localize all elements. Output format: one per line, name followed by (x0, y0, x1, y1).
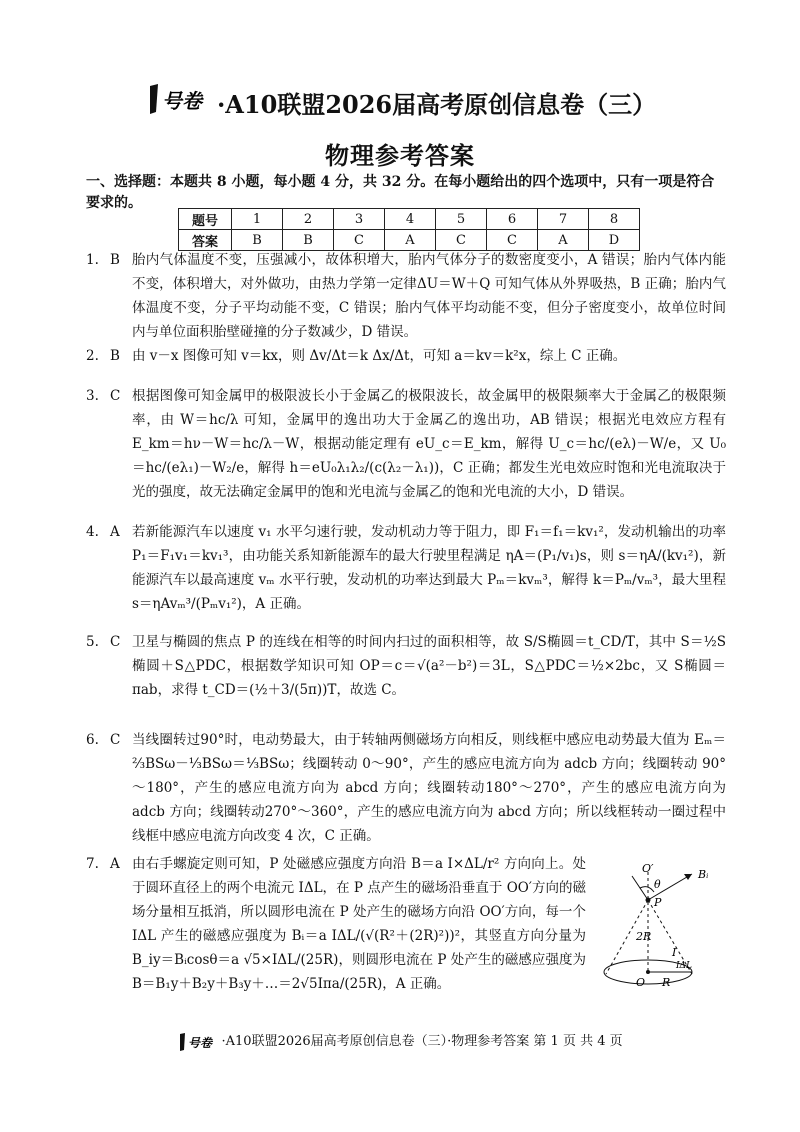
footer-logo-icon (177, 1032, 217, 1052)
question-explanation: 当线圈转过90°时，电动势最大，由于转轴两侧磁场方向相反，则线框中感应电动势最大值为 Eₘ＝⅔BSω－⅓BSω＝⅓BSω；线圈转动 0～90°，产生的感应电流方向为 adcb 方向；线圈转动 90°～180°，产生的感应电流方向为 abcd 方向；线圈转动180°～270°，产生的感应电流方向为 adcb 方向；线圈转动270°～360°，产生的感应电流方向为 abcd 方向；所以线框转动一圈过程中线框中感应电流方向改变 4 次，C 正确。 (132, 732, 726, 844)
table-cell: A (538, 230, 589, 251)
table-cell: C (436, 230, 487, 251)
question-1 (86, 248, 726, 344)
answer-table (178, 208, 640, 251)
table-cell: 6 (487, 209, 538, 230)
brush-logo-icon (144, 82, 206, 118)
question-answer: B (110, 348, 120, 364)
arrowhead-icon (684, 874, 692, 880)
table-header-cell: 题号 (179, 209, 232, 230)
table-cell: B (283, 230, 334, 251)
table-cell: 3 (334, 209, 385, 230)
point-p (646, 898, 651, 903)
label-r: R (662, 976, 671, 989)
label-theta: θ (654, 878, 661, 891)
question-explanation: 根据图像可知金属甲的极限波长小于金属乙的极限波长，故金属甲的极限频率大于金属乙的极限频率，由 W＝hc/λ 可知，金属甲的逸出功大于金属乙的逸出功，AB 错误；根据光电效应方程有 E_km＝hν－W＝hc/λ－W，根据动能定理有 eU_c＝E_km，解得 U_c＝hc/(eλ)－W/e，又 U₀＝hc/(eλ₁)－W₂/e，解得 h＝eU₀λ₁λ₂/(c(λ₂－λ₁))，C 正确；都发生光电效应时饱和光电流取决于光的强度，故无法确定金属甲的饱和光电流与金属乙的饱和光电流的大小，D 错误。 (132, 388, 726, 500)
table-cell: C (334, 230, 385, 251)
question-number: 6. (86, 732, 99, 748)
label-bi: Bᵢ (698, 868, 709, 881)
question-6 (86, 728, 726, 848)
table-cell: 5 (436, 209, 487, 230)
cone-field-diagram (596, 862, 726, 1002)
label-p: P (654, 896, 662, 909)
table-cell: C (487, 230, 538, 251)
page-title: ·A10联盟2026届高考原创信息卷（三） (216, 89, 657, 119)
question-explanation: 由 v－x 图像可知 v＝kx，则 Δv/Δt＝k Δx/Δt，可知 a＝kv＝k²x，综上 C 正确。 (132, 348, 627, 364)
table-cell: 1 (232, 209, 283, 230)
table-cell: 4 (385, 209, 436, 230)
table-cell: B (232, 230, 283, 251)
question-number: 4. (86, 524, 99, 540)
question-number: 7. (86, 856, 99, 872)
question-number: 1. (86, 252, 99, 268)
table-cell: 8 (589, 209, 640, 230)
section-heading: 一、选择题：本题共 8 小题，每小题 4 分，共 32 分。在每小题给出的四个选项中，只有一项是符合要求的。 (86, 174, 715, 211)
table-cell: 7 (538, 209, 589, 230)
label-current-element: IΔL (676, 961, 693, 971)
question-answer: C (110, 388, 121, 404)
header (0, 82, 800, 122)
question-number: 5. (86, 634, 99, 650)
table-header-cell: 答案 (179, 230, 232, 251)
question-4 (86, 520, 726, 616)
question-answer: A (110, 524, 120, 540)
table-row (179, 209, 640, 230)
svg-text:号卷: 号卷 (188, 1035, 213, 1050)
page-subtitle: 物理参考答案 (325, 141, 475, 170)
question-answer: B (110, 252, 120, 268)
label-o: O (636, 976, 646, 989)
question-5 (86, 630, 726, 702)
question-answer: C (110, 634, 121, 650)
question-3 (86, 384, 726, 504)
page-footer (0, 1030, 800, 1052)
label-2r: 2R (636, 930, 652, 943)
label-i: I (672, 946, 677, 959)
question-answer: A (110, 856, 120, 872)
question-7 (86, 852, 586, 996)
table-cell: 2 (283, 209, 334, 230)
svg-text:号卷: 号卷 (161, 89, 202, 113)
question-explanation: 若新能源汽车以速度 v₁ 水平匀速行驶，发动机动力等于阻力，即 F₁＝f₁＝kv₁²，发动机输出的功率 P₁＝F₁v₁＝kv₁³，由功能关系知新能源车的最大行驶里程满足 ηA＝(P₁/v₁)s，则 s＝ηA/(kv₁²)，新能源汽车以最高速度 vₘ 水平行驶，发动机的功率达到最大 Pₘ＝kvₘ³，解得 k＝Pₘ/vₘ³，最大里程 s＝ηAvₘ³/(Pₘv₁²)，A 正确。 (132, 524, 726, 612)
brand-logo (144, 82, 206, 122)
question-explanation: 由右手螺旋定则可知，P 处磁感应强度方向沿 B＝a I×ΔL/r² 方向向上。处于圆环直径上的两个电流元 IΔL，在 P 点产生的磁场沿垂直于 OO′方向的磁场分量相互抵消，所以圆形电流在 P 处产生的磁场方向沿 OO′方向，每一个 IΔL 产生的磁感应强度为 Bᵢ＝a IΔL/(√(R²＋(2R)²))²，其竖直方向分量为 B_iy＝Bᵢcosθ＝a √5×IΔL/(25R)，则圆形电流在 P 处产生的磁感应强度为 B＝B₁y＋B₂y＋B₃y＋…＝2√5Iπa/(25R)，A 正确。 (132, 856, 586, 992)
question-explanation: 胎内气体温度不变，压强减小，故体积增大，胎内气体分子的数密度变小，A 错误；胎内气体内能不变，体积增大，对外做功，由热力学第一定律ΔU＝W＋Q 可知气体从外界吸热，B 正确；胎内气体温度不变，分子平均动能不变，C 错误；胎内气体平均动能不变，但分子密度变小，故单位时间内与单位面积胎壁碰撞的分子数减少，D 错误。 (132, 252, 726, 340)
question-explanation: 卫星与椭圆的焦点 P 的连线在相等的时间内扫过的面积相等，故 S/S椭圆＝t_CD/T，其中 S＝½S椭圆＋S△PDC，根据数学知识可知 OP＝c＝√(a²－b²)＝3L，S△PDC＝½×2bc，又 S椭圆＝πab，求得 t_CD＝(½＋3/(5π))T，故选 C。 (132, 634, 726, 698)
question-number: 3. (86, 388, 99, 404)
table-cell: A (385, 230, 436, 251)
question-2 (86, 344, 726, 368)
question-answer: C (110, 732, 121, 748)
label-o-prime: O′ (642, 862, 654, 875)
table-cell: D (589, 230, 640, 251)
question-number: 2. (86, 348, 99, 364)
footer-text: ·A10联盟2026届高考原创信息卷（三）·物理参考答案 第 1 页 共 4 页 (221, 1034, 623, 1049)
